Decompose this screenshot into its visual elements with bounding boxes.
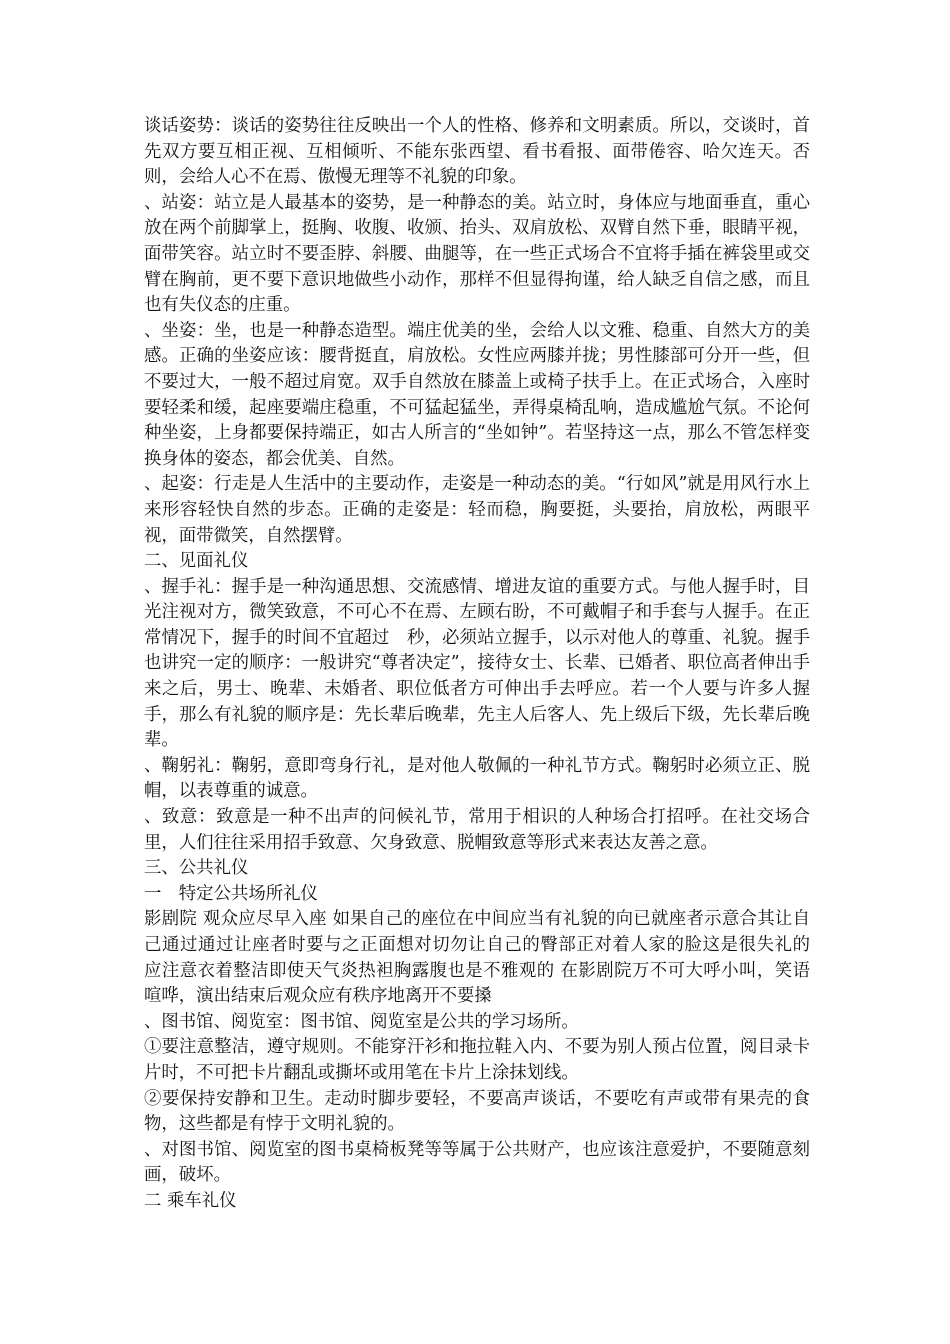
paragraph-talking-posture: 谈话姿势：谈话的姿势往往反映出一个人的性格、修养和文明素质。所以，交谈时，首先双方要互相正视、互相倾听、不能东张西望、看书看报、面带倦容、哈欠连天。否则，会给人心不在焉、傲慢无理等不礼貌的印象。 [144,116,810,188]
document-body [144,114,810,1215]
paragraph-greeting: 、致意：致意是一种不出声的问候礼节，常用于相识的人种场合打招呼。在社交场合里，人们往往采用招手致意、欠身致意、脱帽致意等形式来表达友善之意。 [144,807,810,853]
paragraph-library-rule-1: ①要注意整洁，遵守规则。不能穿汗衫和拖拉鞋入内、不要为别人预占位置，阅目录卡片时，不可把卡片翻乱或撕坏或用笔在卡片上涂抹划线。 [144,1037,810,1083]
subsection-heading-public-places: 一 特定公共场所礼仪 [144,883,318,904]
paragraph-handshake: 、握手礼：握手是一种沟通思想、交流感情、增进友谊的重要方式。与他人握手时，目光注视对方，微笑致意，不可心不在焉、左顾右盼，不可戴帽子和手套与人握手。在正常情况下，握手的时间不宜超过 秒，必须站立握手，以示对他人的尊重、礼貌。握手也讲究一定的顺序：一般讲究“尊者决定”，接待女士、长辈、已婚者、职位高者伸出手来之后，男士、晚辈、未婚者、职位低者方可伸出手去呼应。若一个人要与许多人握手，那么有礼貌的顺序是：先长辈后晚辈，先主人后客人、先上级后下级，先长辈后晚辈。 [144,576,810,751]
paragraph-library-property: 、对图书馆、阅览室的图书桌椅板凳等等属于公共财产，也应该注意爱护，不要随意刻画，破坏。 [144,1139,810,1186]
paragraph-library-intro: 、图书馆、阅览室：图书馆、阅览室是公共的学习场所。 [144,1011,579,1032]
paragraph-theater: 影剧院 观众应尽早入座 如果自己的座位在中间应当有礼貌的向已就座者示意合其让自己通过通过让座者时要与之正面想对切勿让自己的臀部正对着人家的脸这是很失礼的 应注意衣着整洁即使天气炎热袒胸露腹也是不雅观的 在影剧院万不可大呼小叫，笑语喧哗，演出结束后观众应有秩序地离开不要搡 [144,909,810,1007]
section-heading-meeting-etiquette: 二、见面礼仪 [144,551,249,572]
paragraph-standing-posture: 、站姿：站立是人最基本的姿势，是一种静态的美。站立时，身体应与地面垂直，重心放在两个前脚掌上，挺胸、收腹、收颁、抬头、双肩放松、双臂自然下垂，眼睛平视，面带笑容。站立时不要歪脖、斜腰、曲腿等，在一些正式场合不宜将手插在裤袋里或交臂在胸前，更不要下意识地做些小动作，那样不但显得拘谨，给人缺乏自信之感，而且也有失仪态的庄重。 [144,192,810,316]
paragraph-sitting-posture: 、坐姿：坐，也是一种静态造型。端庄优美的坐，会给人以文雅、稳重、自然大方的美感。正确的坐姿应该：腰背挺直，肩放松。女性应两膝并拢；男性膝部可分开一些，但不要过大，一般不超过肩宽。双手自然放在膝盖上或椅子扶手上。在正式场合，入座时要轻柔和缓，起座要端庄稳重，不可猛起猛坐，弄得桌椅乱响，造成尴尬气氛。不论何种坐姿，上身都要保持端正，如古人所言的“坐如钟”。若坚持这一点，那么不管怎样变换身体的姿态，都会优美、自然。 [144,320,810,469]
paragraph-library-rule-2: ②要保持安静和卫生。走动时脚步要轻，不要高声谈话，不要吃有声或带有果壳的食物，这些都是有悖于文明礼貌的。 [144,1088,810,1135]
subsection-heading-riding-etiquette: 二 乘车礼仪 [144,1190,237,1211]
section-heading-public-etiquette: 三、公共礼仪 [144,858,249,879]
paragraph-bow: 、鞠躬礼：鞠躬，意即弯身行礼，是对他人敬佩的一种礼节方式。鞠躬时必须立正、脱帽，以表尊重的诚意。 [144,755,810,802]
paragraph-walking-posture: 、起姿：行走是人生活中的主要动作，走姿是一种动态的美。“行如风”就是用风行水上来形容轻快自然的步态。正确的走姿是：轻而稳，胸要挺，头要抬，肩放松，两眼平视，面带微笑，自然摆臂。 [144,474,810,546]
